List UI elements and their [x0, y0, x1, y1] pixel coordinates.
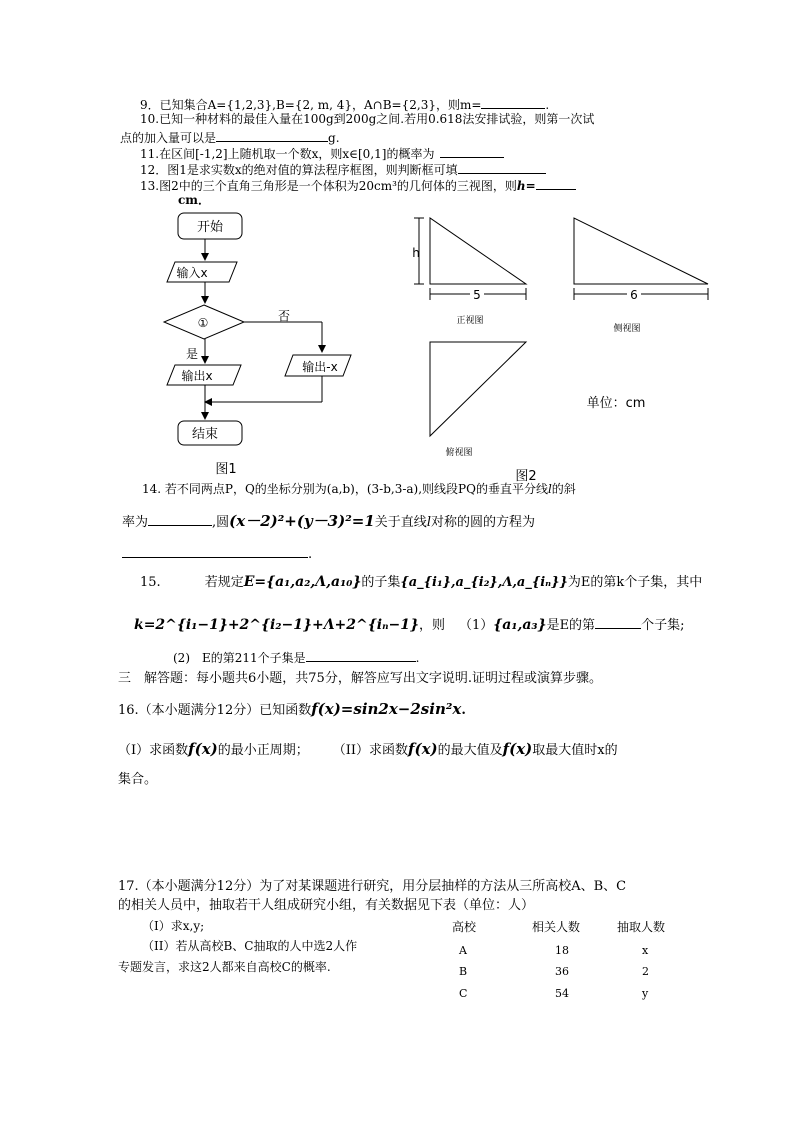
- table-cell: y: [642, 987, 649, 1000]
- q14-line2: [122, 514, 535, 529]
- table-header-school: 高校: [452, 920, 477, 934]
- section-3-heading: 三 解答题：每小题共6小题，共75分，解答应写出文字说明.证明过程或演算步骤。: [118, 671, 602, 686]
- q13-text: 13.图2中的三个直角三角形是一个体积为20cm³的几何体的三视图，则: [140, 179, 517, 193]
- q11-text: 11.在区间[-1,2]上随机取一个数x，则x∈[0,1]的概率为: [140, 147, 435, 161]
- q9-text: 9．已知集合A={1,2,3},B={2, m, 4}，A∩B={2,3}，则m=: [140, 98, 482, 112]
- yes-label: 是: [185, 347, 199, 361]
- q14-blank1: [148, 514, 212, 526]
- q14-blank2: [122, 546, 308, 558]
- q15-blank1: [595, 617, 641, 629]
- table-cell: 2: [642, 965, 649, 978]
- q14-text1: 14. 若不同两点P，Q的坐标分别为(a,b)，(3-b,3-a),则线段PQ的垂直平分线: [142, 482, 548, 496]
- q15-text2a: ，则: [418, 618, 445, 633]
- q17-line2: 的相关人员中，抽取若干人组成研究小组，有关数据见下表（单位：人）: [118, 898, 535, 913]
- q10-line2-text: 点的加入量可以是: [120, 131, 217, 145]
- table-cell: 18: [555, 944, 569, 957]
- q16-fx2: f(x): [408, 740, 438, 758]
- table-cell: A: [459, 944, 467, 957]
- q16-p1a: （I）求函数: [118, 743, 189, 758]
- fig2-caption: 图2: [515, 469, 537, 484]
- q14-line3: .: [122, 546, 312, 561]
- q10-line1: 10.已知一种材料的最佳入量在100g到200g之间.若用0.618法安排试验，则第一次试: [140, 112, 595, 126]
- start-label: 开始: [196, 220, 224, 235]
- q14-text2b: ,圆: [212, 515, 230, 530]
- q15-line2: [134, 617, 684, 632]
- table-header-sampled: 抽取人数: [617, 920, 666, 934]
- q15-subset: {a_{i₁},a_{i₂},Λ,a_{iₙ}}: [400, 575, 568, 590]
- q16-p2a: （II）求函数: [332, 743, 409, 758]
- q14-circle: (x－2)²+(y－3)²=1: [229, 512, 375, 530]
- q15-setE: E={a₁,a₂,Λ,a₁₀}: [243, 574, 362, 590]
- q16-func: f(x)=sin2x−2sin²x: [311, 700, 462, 718]
- q10-unit: g.: [328, 131, 340, 145]
- q16-head-text: 16.（本小题满分12分）已知函数: [118, 703, 312, 718]
- q14-text2a: 率为: [122, 515, 149, 530]
- q16-fx1: f(x): [188, 740, 218, 758]
- input-label: 输入x: [176, 266, 208, 280]
- q15-num: 15.: [140, 575, 161, 590]
- q13-eq: =: [525, 179, 536, 193]
- table-cell: x: [642, 944, 649, 957]
- dim6-label: 6: [630, 288, 638, 302]
- q15-line3: [173, 650, 420, 664]
- end-label: 结束: [191, 427, 219, 442]
- table-header-related: 相关人数: [532, 920, 581, 934]
- q16-p3: 集合。: [118, 772, 158, 787]
- q16-head: [118, 702, 466, 717]
- q15-part1: （1）: [458, 618, 494, 633]
- output-x-label: 输出x: [181, 369, 213, 383]
- table-cell: B: [459, 965, 468, 978]
- q15-part2: (2): [173, 651, 190, 665]
- q15-text1a: 若规定: [204, 575, 244, 590]
- q14-text2d: 对称的圆的方程为: [430, 515, 535, 530]
- q15-line1: [140, 575, 702, 589]
- q17-line1: 17.（本小题满分12分）为了对某课题进行研究，用分层抽样的方法从三所高校A、B、C: [118, 879, 627, 894]
- q17-sub2b: 专题发言，求这2人都来自高校C的概率.: [118, 960, 331, 974]
- top-view-triangle: [430, 342, 526, 436]
- table-cell: C: [459, 987, 468, 1000]
- table-cell: 36: [555, 965, 569, 978]
- q14-l: l: [547, 482, 552, 496]
- q16-p2c: 取最大值时x的: [532, 743, 618, 758]
- table-cell: 54: [555, 987, 569, 1000]
- side-view-label: 侧视图: [613, 324, 641, 334]
- q12-text: 12．图1是求实数x的绝对值的算法程序框图，则判断框可填: [140, 163, 458, 177]
- no-label: 否: [277, 309, 291, 323]
- q15-text1b: 的子集: [361, 575, 401, 590]
- decision-label: ①: [197, 316, 209, 330]
- front-view-triangle: [430, 218, 526, 284]
- side-view-triangle: [574, 218, 708, 284]
- q16-end: .: [461, 703, 466, 718]
- dim5-label: 5: [473, 288, 481, 302]
- q15-blank2: [306, 650, 416, 662]
- unit-label: 单位：cm: [586, 396, 646, 411]
- q16-p2b: 的最大值及: [437, 743, 503, 758]
- output-negx-label: 输出-x: [302, 360, 338, 374]
- q14-text1b: 的斜: [551, 482, 576, 496]
- q16-p1b: 的最小正周期；: [217, 743, 309, 758]
- q17-sub1: （I）求x,y;: [142, 919, 205, 933]
- q15-text3end: .: [415, 651, 420, 665]
- top-view-label: 俯视图: [445, 448, 473, 458]
- q13-h: h: [516, 179, 526, 193]
- q14-text2c: 关于直线: [374, 515, 427, 530]
- q13-unit: cm．: [178, 193, 211, 207]
- h-dim-label: h: [412, 246, 420, 260]
- q15-kform: k=2^{i₁−1}+2^{i₂−1}+Λ+2^{iₙ−1}: [134, 617, 419, 633]
- q15-text1c: 为E的第k个子集，其中: [567, 575, 703, 590]
- q15-text3: E的第211个子集是: [202, 651, 306, 665]
- q15-pair: {a₁,a₃}: [493, 617, 547, 633]
- q15-text2c: 个子集;: [641, 618, 685, 633]
- q17-sub2a: （II）若从高校B、C抽取的人中选2人作: [142, 939, 358, 953]
- fig1-caption: 图1: [215, 462, 237, 477]
- q14-line1: [142, 483, 576, 495]
- q9-end: .: [545, 98, 550, 112]
- q15-text2b: 是E的第: [546, 618, 596, 633]
- q16-fx3: f(x): [502, 740, 533, 758]
- q14-l2: l: [426, 515, 431, 530]
- front-view-label: 正视图: [456, 316, 484, 326]
- q16-parts: [118, 742, 618, 757]
